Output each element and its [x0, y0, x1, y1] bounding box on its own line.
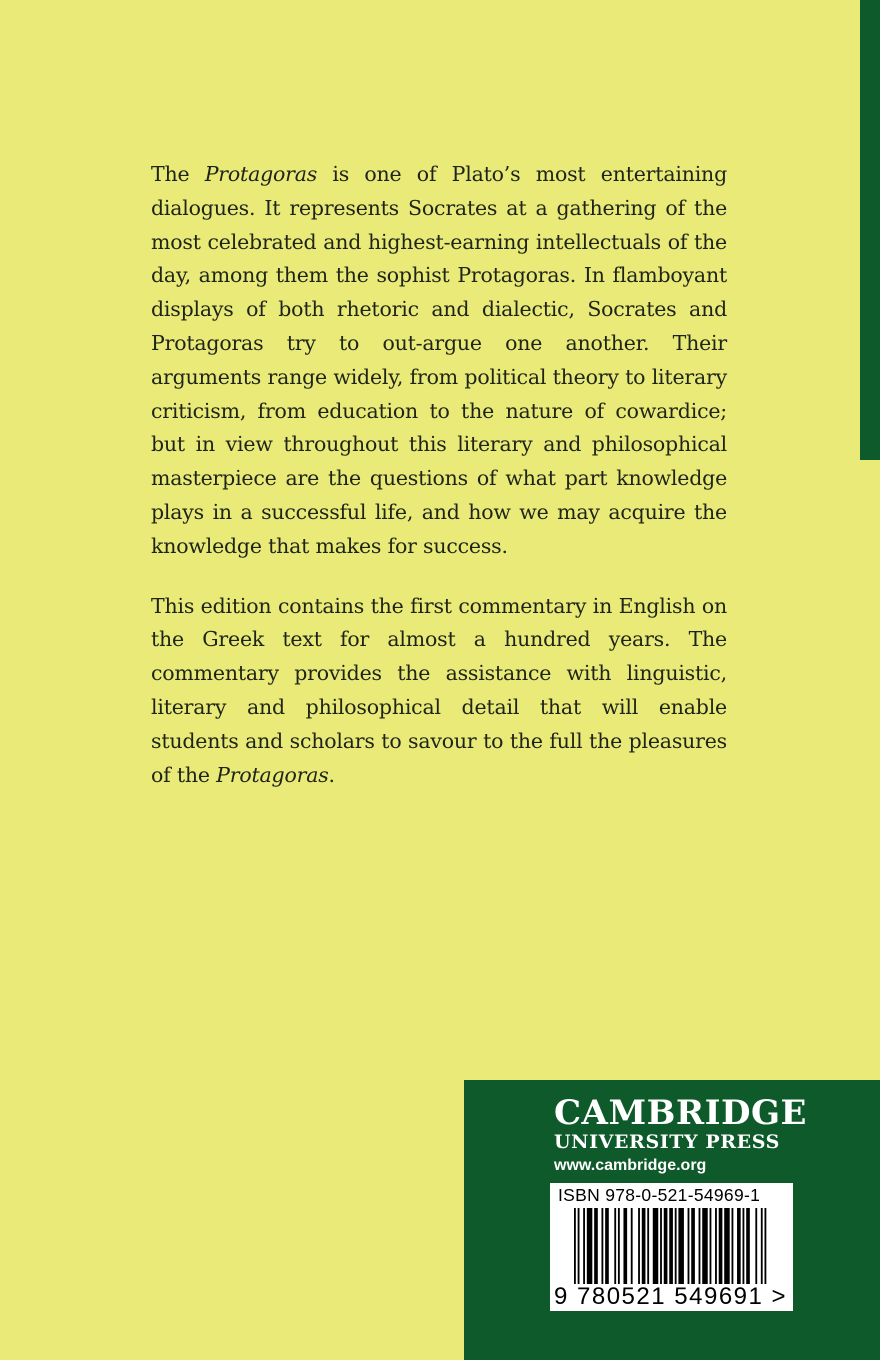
publisher-url: www.cambridge.org [554, 1157, 707, 1174]
barcode-bar [601, 1208, 603, 1284]
blurb-paragraph-1: The Protagoras is one of Plato’s most entertaining dialogues. It represents Socrates at a gathering of the most celebrated and highest-earning intellectuals of the day, among them the sophist Protagoras. In flamboyant displays of both rhetoric and dialectic, Socrates and Protagoras try to out-argue one another. Their arguments range widely, from political theory to literary criticism, from education to the nature of cowardice; but in view throughout this literary and philosophical masterpiece are the questions of what part knowledge plays in a successful life, and how we may acquire the knowledge that makes for success. [151, 162, 727, 558]
barcode-bar [578, 1208, 580, 1284]
barcode-bar [699, 1208, 701, 1284]
barcode-digits: 9 780521 549691 > [554, 1283, 788, 1310]
barcode-bar [678, 1208, 684, 1284]
barcode-bar [605, 1208, 609, 1284]
barcode-bar [710, 1208, 712, 1284]
barcode-bar [631, 1208, 633, 1284]
blurb [151, 158, 727, 818]
barcode-bar [587, 1208, 593, 1284]
barcode-bar [732, 1208, 734, 1284]
barcode-bar [623, 1208, 627, 1284]
book-title: Protagoras [216, 762, 329, 787]
barcode-bar [737, 1208, 741, 1284]
barcode-bar [618, 1208, 620, 1284]
barcode-bar [691, 1208, 695, 1284]
barcode-bar [647, 1208, 649, 1284]
barcode-bar [765, 1208, 767, 1284]
barcode-bar [642, 1208, 646, 1284]
barcode-bar [638, 1208, 640, 1284]
publisher-name: CAMBRIDGE [554, 1093, 807, 1133]
barcode-bars [574, 1208, 770, 1284]
barcode-bar [583, 1208, 585, 1284]
blurb-paragraph-2: This edition contains the first commentary in English on the Greek text for almost a hundred years. The commentary provides the assistance with linguistic, literary and philosophical detail that will enable students and scholars to savour to the full the pleasures of the Protagoras. [151, 593, 727, 787]
barcode-bar [724, 1208, 730, 1284]
barcode-bar [761, 1208, 763, 1284]
publisher-subtitle: UNIVERSITY PRESS [554, 1131, 780, 1153]
barcode-bar [574, 1208, 576, 1284]
barcode-bar [660, 1208, 662, 1284]
book-title: Protagoras [204, 162, 318, 186]
barcode-bar [688, 1208, 690, 1284]
barcode-bar [594, 1208, 598, 1284]
barcode-bar [675, 1208, 677, 1284]
barcode-bar [715, 1208, 717, 1284]
barcode-bar [664, 1208, 668, 1284]
barcode-bar [755, 1208, 757, 1284]
green-edge-strip [860, 0, 880, 460]
barcode-bar [614, 1208, 616, 1284]
publisher-box [464, 1080, 880, 1360]
barcode-bar [746, 1208, 750, 1284]
barcode-bar [669, 1208, 673, 1284]
barcode [550, 1183, 793, 1311]
barcode-bar [743, 1208, 745, 1284]
isbn-label: ISBN 978-0-521-54969-1 [558, 1185, 761, 1205]
barcode-bar [719, 1208, 723, 1284]
barcode-bar [653, 1208, 659, 1284]
barcode-bar [702, 1208, 708, 1284]
